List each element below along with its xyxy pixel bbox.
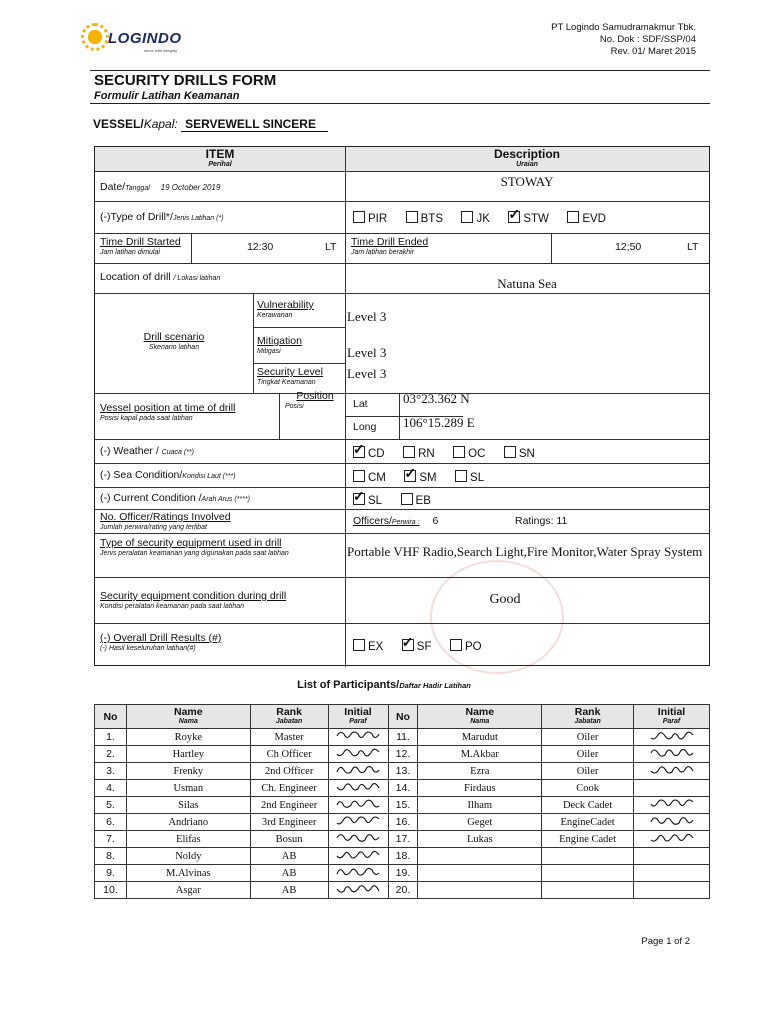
signature <box>328 848 388 865</box>
participant-rank: AB <box>250 882 328 899</box>
checkbox-icon <box>353 470 365 482</box>
signature-scribble <box>647 814 697 827</box>
drill-type-options <box>353 209 620 227</box>
participant-rank: Oiler <box>542 729 634 746</box>
participant-no: 6. <box>95 814 127 831</box>
signature <box>634 780 710 797</box>
participant-no: 8. <box>95 848 127 865</box>
participant-name: Royke <box>126 729 250 746</box>
signature <box>328 882 388 899</box>
long-label: Long <box>353 421 377 433</box>
signature-scribble <box>333 831 383 844</box>
vulnerability-value: Level 3 <box>347 309 387 324</box>
equipment-condition-label: Security equipment condition during drill Kondisi peralatan keamanan pada saat latihan <box>100 590 287 610</box>
checkbox-icon <box>455 470 467 482</box>
sea-condition-label: (-) Sea Condition/Kondisi Laut (***) <box>100 469 236 481</box>
checkbox-icon <box>406 211 418 223</box>
scenario-label: Drill scenario Skenario latihan <box>143 331 205 351</box>
table-row <box>95 797 710 814</box>
participant-no: 11. <box>388 729 418 746</box>
signature <box>328 865 388 882</box>
participant-rank: Bosun <box>250 831 328 848</box>
time-ended-label: Time Drill Ended Jam latihan berakhir <box>351 236 429 256</box>
signature <box>634 865 710 882</box>
time-started-value: 12:30 <box>247 241 274 253</box>
participant-rank <box>542 848 634 865</box>
col-no: No <box>95 705 127 729</box>
officers-label: No. Officer/Ratings Involved Jumlah perwira/rating yang terlibat <box>100 511 231 531</box>
participant-no: 3. <box>95 763 127 780</box>
logo-text: LOGINDO <box>108 30 182 47</box>
signature-scribble <box>333 865 383 878</box>
signature <box>634 763 710 780</box>
signature-scribble <box>647 729 697 742</box>
participant-rank: 2nd Officer <box>250 763 328 780</box>
result-ex: EX <box>353 639 383 653</box>
table-row <box>95 865 710 882</box>
participants-table <box>94 704 710 899</box>
overall-result-options <box>353 637 496 655</box>
col-name: Name Nama <box>418 705 542 729</box>
checkbox-icon <box>453 446 465 458</box>
checkbox-icon <box>353 211 365 223</box>
signature <box>328 729 388 746</box>
signature-scribble <box>333 763 383 776</box>
signature-scribble <box>333 848 383 861</box>
table-row <box>95 729 710 746</box>
weather-label: (-) Weather / Cuaca (**) <box>100 445 194 457</box>
location-value: Natuna Sea <box>497 276 557 291</box>
participant-rank: Ch Officer <box>250 746 328 763</box>
document-number: No. Dok : SDF/SSP/04 <box>599 34 696 45</box>
long-value: 106°15.289 E <box>403 415 475 430</box>
participant-name: Lukas <box>418 831 542 848</box>
participant-name: Frenky <box>126 763 250 780</box>
participant-no: 1. <box>95 729 127 746</box>
drill-type-jk: JK <box>461 211 489 225</box>
table-row <box>95 814 710 831</box>
participant-name: Andriano <box>126 814 250 831</box>
col-rank: Rank Jabatan <box>542 705 634 729</box>
vessel-name: SERVEWELL SINCERE <box>181 117 328 132</box>
table-row <box>95 848 710 865</box>
participants-title: List of Participants/Daftar Hadir Latihan <box>297 679 471 691</box>
current-condition-options <box>353 491 445 509</box>
participant-no: 14. <box>388 780 418 797</box>
participant-no: 17. <box>388 831 418 848</box>
participant-no: 2. <box>95 746 127 763</box>
logo-tagline: serve with integrity <box>144 48 178 53</box>
item-header: ITEM Perihal <box>205 147 235 168</box>
participant-no: 5. <box>95 797 127 814</box>
participant-no: 12. <box>388 746 418 763</box>
weather-options <box>353 444 549 462</box>
participant-rank: Deck Cadet <box>542 797 634 814</box>
revision: Rev. 01/ Maret 2015 <box>610 46 696 57</box>
table-row <box>95 882 710 899</box>
participant-no: 15. <box>388 797 418 814</box>
signature <box>634 814 710 831</box>
participant-no: 16. <box>388 814 418 831</box>
col-initial: Initial Paraf <box>328 705 388 729</box>
checkbox-icon <box>504 446 516 458</box>
participant-name: M.Alvinas <box>126 865 250 882</box>
result-po: PO <box>450 639 482 653</box>
participant-rank: Master <box>250 729 328 746</box>
form-title: SECURITY DRILLS FORM <box>94 72 277 89</box>
participant-no: 7. <box>95 831 127 848</box>
security-level-label: Security Level Tingkat Keamanan <box>257 366 323 386</box>
participant-no: 4. <box>95 780 127 797</box>
participant-name: Noldy <box>126 848 250 865</box>
form-title-box <box>90 70 710 104</box>
equipment-value: Portable VHF Radio,Search Light,Fire Monitor,Water Spray System <box>347 544 703 559</box>
signature <box>328 780 388 797</box>
time-started-label: Time Drill Started Jam latihan dimulai <box>100 236 181 256</box>
officers-count: Officers/Perwira : 6 <box>353 515 439 527</box>
signature-scribble <box>333 729 383 742</box>
signature <box>634 848 710 865</box>
ratings-count: Ratings: 11 <box>515 515 568 527</box>
mitigation-label: Mitigation Mitigasi <box>257 335 302 355</box>
description-header: Description Uraian <box>493 147 560 168</box>
signature <box>328 797 388 814</box>
time-ended-unit: LT <box>687 241 699 253</box>
col-initial: Initial Paraf <box>634 705 710 729</box>
sea-condition-options <box>353 468 498 486</box>
equipment-condition-value: Good <box>489 592 521 607</box>
sea-sm: ✓ SM <box>404 470 436 484</box>
signature-scribble <box>333 882 383 895</box>
participant-no: 9. <box>95 865 127 882</box>
table-row <box>95 746 710 763</box>
participant-name: Ilham <box>418 797 542 814</box>
checked-checkbox-icon <box>508 211 520 223</box>
mitigation-value: Level 3 <box>347 345 387 360</box>
col-name: Name Nama <box>126 705 250 729</box>
table-row <box>95 763 710 780</box>
time-started-unit: LT <box>325 241 337 253</box>
checked-checkbox-icon <box>402 639 414 651</box>
signature-scribble <box>333 797 383 810</box>
signature <box>328 763 388 780</box>
vessel-line: VESSEL/Kapal: SERVEWELL SINCERE <box>93 117 328 131</box>
result-sf: ✓ SF <box>402 639 432 653</box>
signature <box>634 797 710 814</box>
weather-oc: OC <box>453 446 485 460</box>
participant-name: Asgar <box>126 882 250 899</box>
signature <box>328 814 388 831</box>
location-label: Location of drill / Lokasi latihan <box>100 271 221 283</box>
participant-no: 20. <box>388 882 418 899</box>
signature <box>328 746 388 763</box>
participant-name: Hartley <box>126 746 250 763</box>
weather-cd: ✓ CD <box>353 446 385 460</box>
checked-checkbox-icon <box>404 470 416 482</box>
participant-name: Marudut <box>418 729 542 746</box>
participant-name: Elifas <box>126 831 250 848</box>
checkbox-icon <box>450 639 462 651</box>
participant-name: Geget <box>418 814 542 831</box>
date-label: Date/Tanggal 19 October 2019 <box>100 181 221 193</box>
checkbox-icon <box>401 493 413 505</box>
participant-rank: Ch. Engineer <box>250 780 328 797</box>
weather-sn: SN <box>504 446 535 460</box>
time-ended-value: 12;50 <box>615 241 642 253</box>
participant-rank: AB <box>250 848 328 865</box>
participant-name <box>418 865 542 882</box>
participant-name: Ezra <box>418 763 542 780</box>
col-no: No <box>388 705 418 729</box>
company-name: PT Logindo Samudramakmur Tbk. <box>551 22 696 33</box>
description-value: STOWAY <box>500 174 554 189</box>
checkbox-icon <box>353 639 365 651</box>
signature <box>634 882 710 899</box>
sea-sl: SL <box>455 470 484 484</box>
drill-type-label: (-)Type of Drill*/Jenis Latihan (*) <box>100 211 224 223</box>
lat-value: 03°23.362 N <box>403 391 470 406</box>
drill-form-table <box>94 146 710 666</box>
signature-scribble <box>647 763 697 776</box>
signature-scribble <box>647 746 697 759</box>
security-level-value: Level 3 <box>347 366 387 381</box>
participant-name: Silas <box>126 797 250 814</box>
checkbox-icon <box>403 446 415 458</box>
checkbox-icon <box>461 211 473 223</box>
participant-rank: Oiler <box>542 746 634 763</box>
page-number: Page 1 of 2 <box>641 936 690 947</box>
participant-no: 19. <box>388 865 418 882</box>
col-rank: Rank Jabatan <box>250 705 328 729</box>
participants-header-row <box>95 705 710 729</box>
position-label: Vessel position at time of drill Posisi kapal pada saat latihan <box>100 402 236 422</box>
participant-rank <box>542 882 634 899</box>
participant-no: 13. <box>388 763 418 780</box>
table-row <box>95 831 710 848</box>
signature-scribble <box>647 797 697 810</box>
equipment-label: Type of security equipment used in drill Jenis peralatan keamanan yang digunakan pada saat latihan <box>100 537 289 557</box>
signature <box>634 729 710 746</box>
participant-rank: EngineCadet <box>542 814 634 831</box>
participant-rank: AB <box>250 865 328 882</box>
sea-cm: CM <box>353 470 386 484</box>
participant-name: M.Akbar <box>418 746 542 763</box>
participant-rank: 2nd Engineer <box>250 797 328 814</box>
drill-type-pir: PIR <box>353 211 387 225</box>
participant-rank: Cook <box>542 780 634 797</box>
participant-name: Usman <box>126 780 250 797</box>
signature <box>328 831 388 848</box>
weather-rn: RN <box>403 446 435 460</box>
participant-rank <box>542 865 634 882</box>
participant-rank: Engine Cadet <box>542 831 634 848</box>
checked-checkbox-icon <box>353 446 365 458</box>
drill-type-stw: ✓ STW <box>508 211 549 225</box>
overall-result-label: (-) Overall Drill Results (#) (-) Hasil keseluruhan latihan(#) <box>100 632 222 652</box>
vulnerability-label: Vulnerability Kerawanan <box>257 299 314 319</box>
company-info <box>551 22 696 58</box>
participant-name <box>418 848 542 865</box>
current-condition-label: (-) Current Condition /Arah Arus (****) <box>100 492 250 504</box>
participant-rank: Oiler <box>542 763 634 780</box>
checked-checkbox-icon <box>353 493 365 505</box>
logindo-logo <box>84 26 194 56</box>
current-eb: EB <box>401 493 431 507</box>
participant-rank: 3rd Engineer <box>250 814 328 831</box>
participant-no: 10. <box>95 882 127 899</box>
signature <box>634 831 710 848</box>
participant-no: 18. <box>388 848 418 865</box>
table-row <box>95 780 710 797</box>
signature <box>634 746 710 763</box>
position-mid-label: Position Posisi <box>285 390 334 410</box>
signature-scribble <box>333 746 383 759</box>
drill-type-evd: EVD <box>567 211 606 225</box>
signature-scribble <box>333 780 383 793</box>
checkbox-icon <box>567 211 579 223</box>
lat-label: Lat <box>353 398 368 410</box>
current-sl: ✓ SL <box>353 493 382 507</box>
participant-name <box>418 882 542 899</box>
signature-scribble <box>647 831 697 844</box>
date-value: 19 October 2019 <box>160 183 221 192</box>
signature-scribble <box>333 814 383 827</box>
form-subtitle: Formulir Latihan Keamanan <box>94 90 240 102</box>
drill-type-bts: BTS <box>406 211 443 225</box>
participant-name: Firdaus <box>418 780 542 797</box>
